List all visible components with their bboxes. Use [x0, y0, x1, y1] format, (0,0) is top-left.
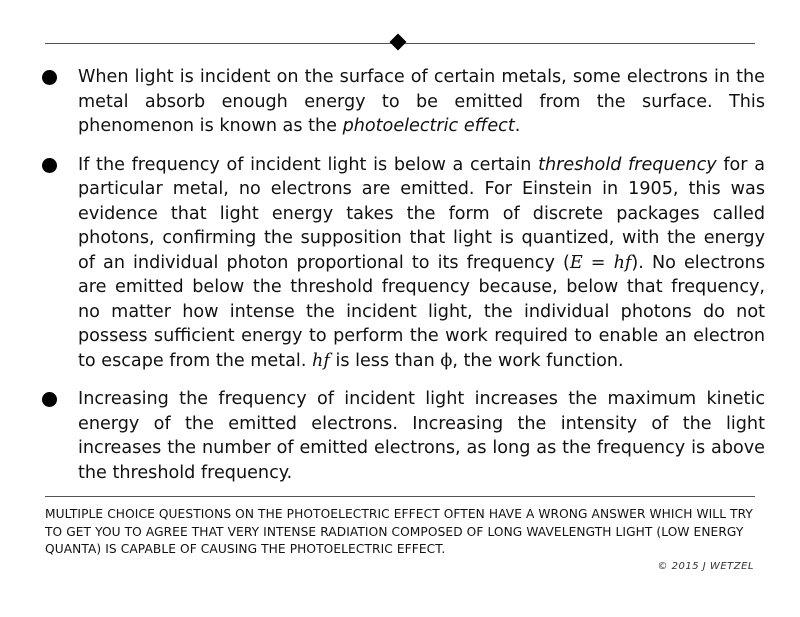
bullet-text	[78, 65, 765, 139]
bullet-text	[78, 153, 765, 374]
exam-note: MULTIPLE CHOICE QUESTIONS ON THE PHOTOELECTRIC EFFECT OFTEN HAVE A WRONG ANSWER WHICH WILL TRY TO GET YOU TO AGREE THAT VERY INTENSE RADIATION COMPOSED OF LONG WAVELENGTH LIGHT (LOW ENERGY QUANTA) IS CAPABLE OF CAUSING THE PHOTOELECTRIC EFFECT.	[45, 507, 753, 556]
math-hf: hf	[312, 350, 330, 371]
bottom-divider	[45, 496, 755, 497]
math-phi: ϕ	[440, 350, 453, 371]
emphasis-term: photoelectric effect	[342, 116, 515, 136]
bullet-dot-icon	[42, 70, 57, 85]
equation-energy: E = hf	[569, 252, 632, 273]
bullet-item-photoelectric-effect	[40, 65, 765, 139]
bullet-dot-icon	[42, 158, 57, 173]
text-run: for a particular metal, no electrons are emitted. For Einstein in 1905, this was evidence that light energy takes the form of discrete packages called photons, confirming the supposition that light is quantized, with the energy of an individual photon proportional to its frequency (	[78, 154, 765, 273]
text-run: Increasing the frequency of incident light increases the maximum kinetic energy of the emitted electrons. Increasing the intensity of the light increases the number of emitted electrons, as long as the frequency is above the threshold frequency.	[78, 389, 765, 483]
text-run: When light is incident on the surface of certain metals, some electrons in the metal absorb enough energy to be emitted from the surface. This phenomenon is known as the	[78, 67, 765, 136]
bullet-item-frequency-intensity	[40, 387, 765, 485]
copyright-notice: © 2015 J WETZEL	[657, 561, 754, 572]
bullet-text	[78, 387, 765, 485]
text-run: .	[514, 116, 521, 136]
text-run: , the work function.	[452, 350, 624, 371]
text-run: is less than	[329, 350, 441, 371]
bullet-list	[40, 65, 765, 499]
text-run: ). No electrons are emitted below the threshold frequency because, below that frequency, no matter how intense the incident light, the individual photons do not possess sufficient energy to perform the work required to enable an electron to escape from the metal.	[78, 252, 765, 371]
emphasis-term: threshold frequency	[538, 154, 717, 175]
bullet-dot-icon	[42, 392, 57, 407]
text-run: If the frequency of incident light is below a certain	[78, 154, 539, 175]
bullet-item-threshold-frequency	[40, 153, 765, 374]
diamond-ornament-icon	[390, 34, 407, 51]
